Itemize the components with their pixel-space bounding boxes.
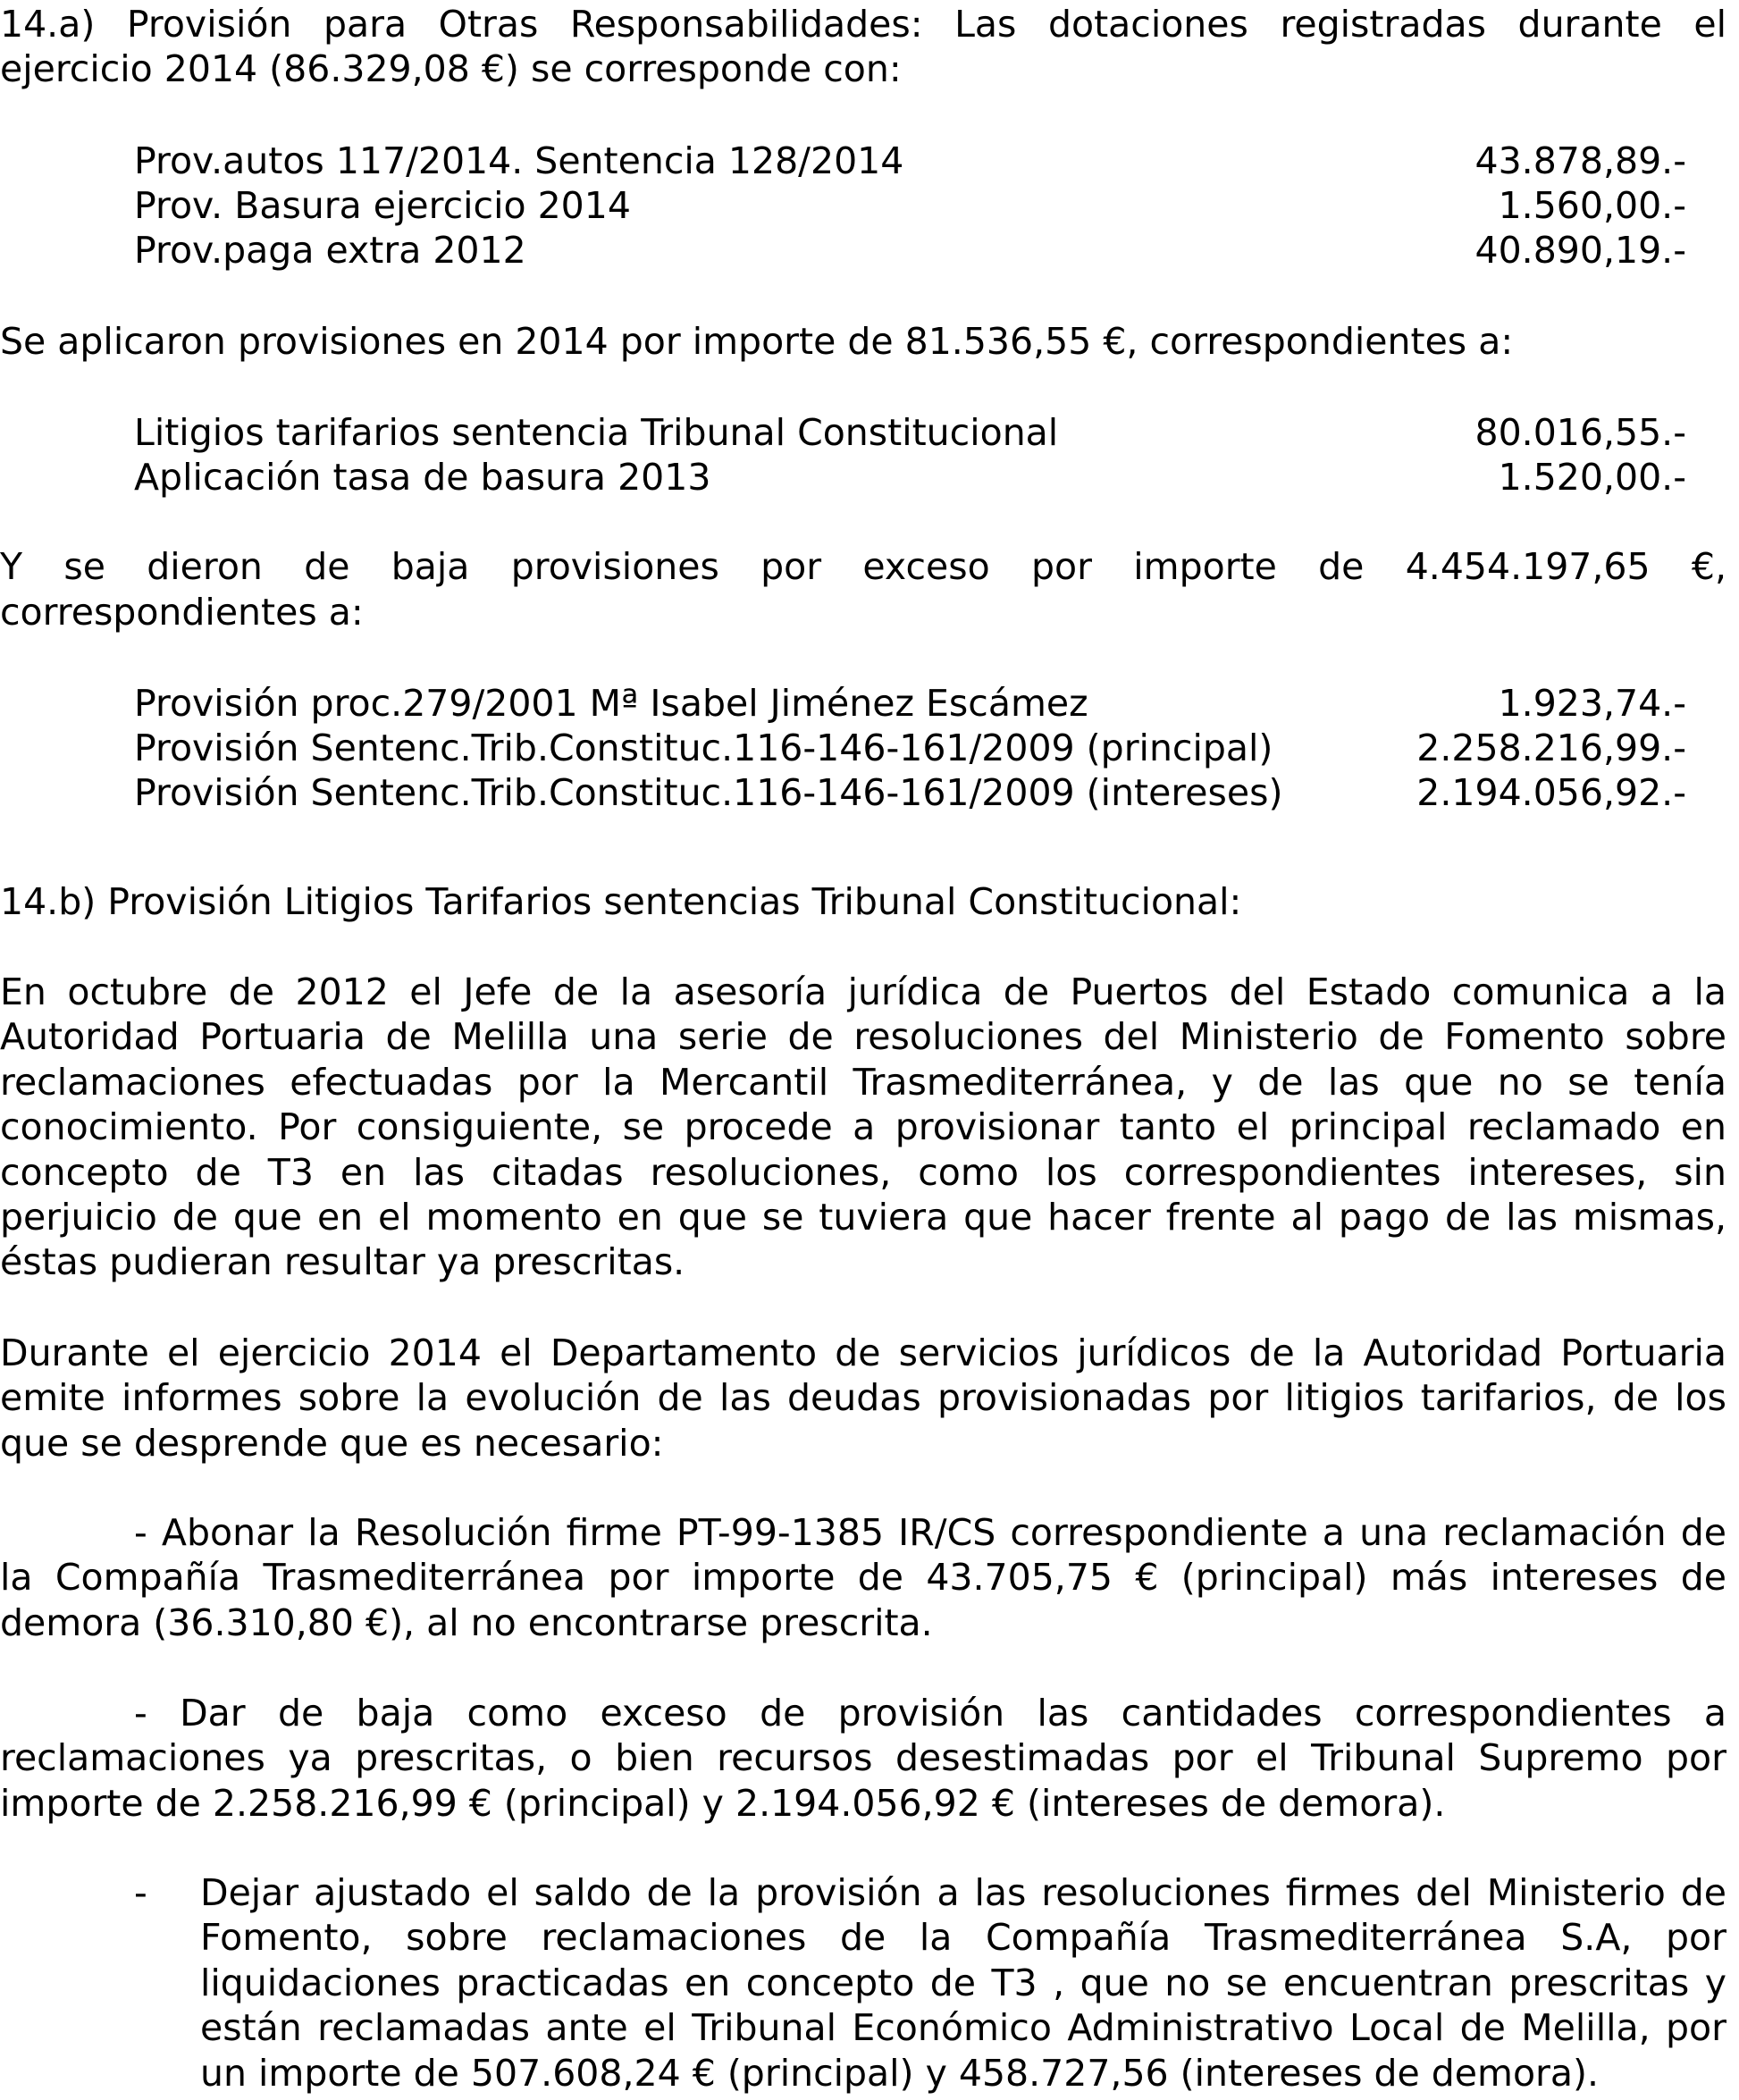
- section-b-heading: 14.b) Provisión Litigios Tarifarios sentencias Tribunal Constitucional:: [0, 880, 1242, 923]
- dotacion-amount: 1.560,00.-: [1498, 184, 1686, 227]
- baja-amount: 2.258.216,99.-: [1416, 727, 1686, 769]
- section-a-heading-line1: 14.a) Provisión para Otras Responsabilidades: Las dotaciones registradas durante el: [0, 3, 1726, 46]
- aplicada-label: Aplicación tasa de basura 2013: [134, 456, 711, 499]
- dotacion-label: Prov. Basura ejercicio 2014: [134, 184, 631, 227]
- baja-label: Provisión Sentenc.Trib.Constituc.116-146-161/2009 (intereses): [134, 771, 1283, 814]
- aplicada-amount: 1.520,00.-: [1498, 456, 1686, 499]
- aplicada-label: Litigios tarifarios sentencia Tribunal Constitucional: [134, 411, 1059, 454]
- baja-amount: 1.923,74.-: [1498, 682, 1686, 725]
- section-a-heading-line2: ejercicio 2014 (86.329,08 €) se corresponde con:: [0, 47, 902, 90]
- section-b-paragraph1: En octubre de 2012 el Jefe de la asesoría jurídica de Puertos del Estado comunica a la Autoridad Portuaria de Melilla una serie de resoluciones del Ministerio de Fomento sobre reclamaciones efectuadas por la Mercantil Trasmediterránea, y de las que no se tenía conocimiento. Por consiguiente, se procede a provisionar tanto el principal reclamado en concepto de T3 en las citadas resoluciones, como los correspondientes intereses, sin perjuicio de que en el momento en que se tuviera que hacer frente al pago de las mismas, éstas pudieran resultar ya prescritas.: [0, 970, 1726, 1284]
- baja-amount: 2.194.056,92.-: [1416, 771, 1686, 814]
- baja-label: Provisión Sentenc.Trib.Constituc.116-146-161/2009 (principal): [134, 727, 1273, 769]
- dotacion-amount: 43.878,89.-: [1474, 139, 1686, 182]
- bajas-intro-line1: Y se dieron de baja provisiones por exceso por importe de 4.454.197,65 €,: [0, 545, 1726, 588]
- aplicadas-intro: Se aplicaron provisiones en 2014 por importe de 81.536,55 €, correspondientes a:: [0, 320, 1514, 363]
- dotacion-amount: 40.890,19.-: [1474, 229, 1686, 272]
- baja-label: Provisión proc.279/2001 Mª Isabel Jiménez Escámez: [134, 682, 1088, 725]
- section-b-paragraph2: Durante el ejercicio 2014 el Departamento de servicios jurídicos de la Autoridad Portuaria emite informes sobre la evolución de las deudas provisionadas por litigios tarifarios, de los que se desprende que es necesario:: [0, 1331, 1726, 1465]
- section-b-point1: - Abonar la Resolución firme PT-99-1385 IR/CS correspondiente a una reclamación de la Compañía Trasmediterránea por importe de 43.705,75 € (principal) más intereses de demora (36.310,80 €), al no encontrarse prescrita.: [0, 1511, 1726, 1644]
- dotacion-label: Prov.autos 117/2014. Sentencia 128/2014: [134, 139, 904, 182]
- point3-dash-marker: -: [134, 1871, 147, 1914]
- aplicada-amount: 80.016,55.-: [1474, 411, 1686, 454]
- dotacion-label: Prov.paga extra 2012: [134, 229, 526, 272]
- section-b-point2: - Dar de baja como exceso de provisión las cantidades correspondientes a reclamaciones ya prescritas, o bien recursos desestimadas por el Tribunal Supremo por importe de 2.258.216,99 € (principal) y 2.194.056,92 € (intereses de demora).: [0, 1692, 1726, 1825]
- bajas-intro-line2: correspondientes a:: [0, 591, 364, 634]
- section-b-point3: Dejar ajustado el saldo de la provisión a las resoluciones firmes del Ministerio de Fomento, sobre reclamaciones de la Compañía Trasmediterránea S.A, por liquidaciones practicadas en concepto de T3 , que no se encuentran prescritas y están reclamadas ante el Tribunal Económico Administrativo Local de Melilla, por un importe de 507.608,24 € (principal) y 458.727,56 (intereses de demora).: [200, 1871, 1726, 2095]
